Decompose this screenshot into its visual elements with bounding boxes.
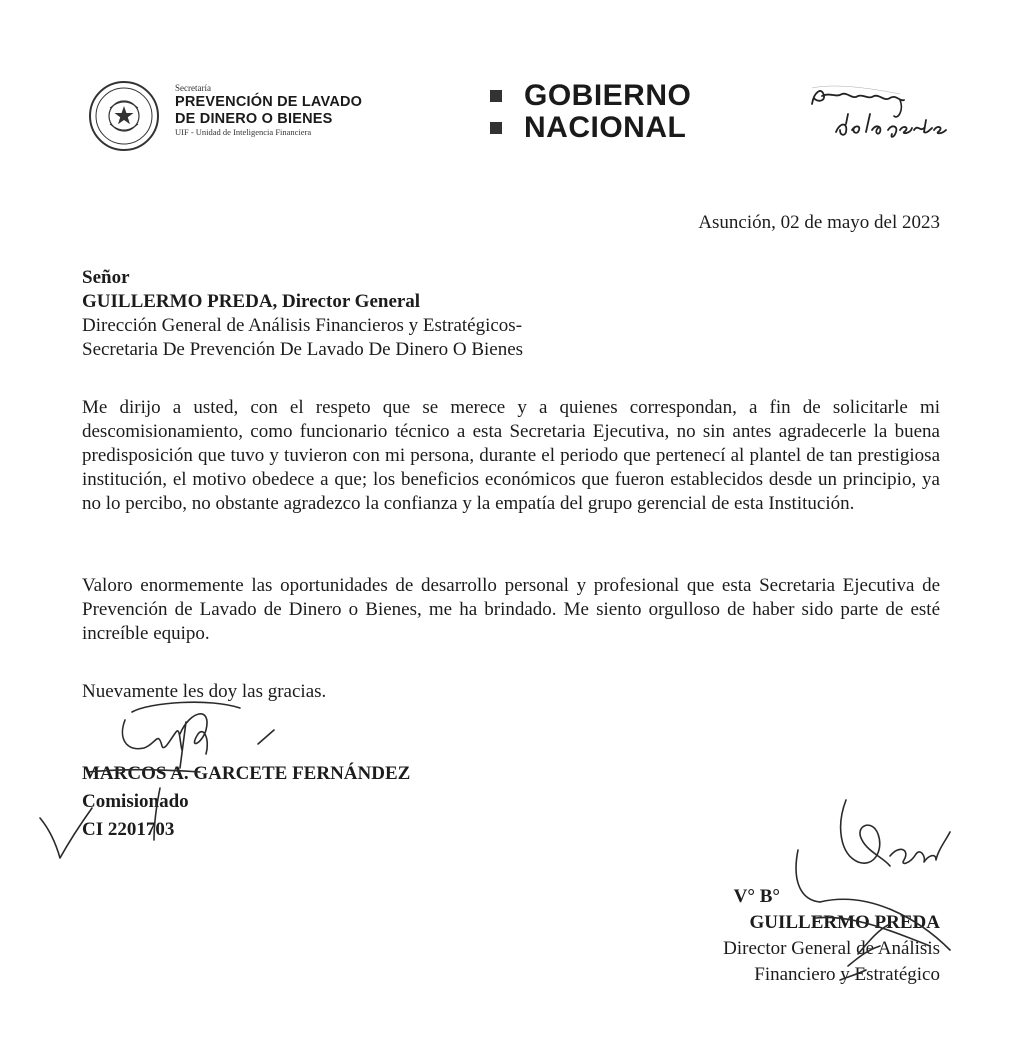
organization-name-block <box>175 84 362 137</box>
closing-line: Nuevamente les doy las gracias. <box>82 681 327 702</box>
addressee-name-title: GUILLERMO PREDA, Director General <box>82 291 421 312</box>
signer-role: Comisionado <box>82 791 189 812</box>
salutation: Señor <box>82 267 130 288</box>
square-bullet-icon <box>490 90 502 102</box>
paraguay-de-la-gente-logo <box>800 74 950 144</box>
org-name-line2: DE DINERO O BIENES <box>175 110 333 127</box>
signer-id: CI 2201703 <box>82 819 175 840</box>
gov-logo-line2: NACIONAL <box>524 111 687 144</box>
org-name-line1: PREVENCIÓN DE LAVADO <box>175 94 363 110</box>
letter-date: Asunción, 02 de mayo del 2023 <box>698 212 940 233</box>
approval-label: V° B° <box>733 886 780 907</box>
addressee-institution: Secretaria De Prevención De Lavado De Dinero O Bienes <box>82 339 524 360</box>
approval-name: GUILLERMO PREDA <box>749 912 940 933</box>
signer-block <box>82 760 410 844</box>
approval-title-line1: Director General de Análisis <box>723 938 940 959</box>
signer-name: MARCOS A. GARCETE FERNÁNDEZ <box>82 763 411 784</box>
approval-title-line2: Financiero y Estratégico <box>754 964 940 985</box>
gov-logo-line1: GOBIERNO <box>524 79 692 112</box>
addressee-department: Dirección General de Análisis Financieros y Estratégicos- <box>82 315 523 336</box>
org-subtitle: UIF - Unidad de Inteligencia Financiera <box>175 127 312 137</box>
addressee-block <box>82 266 523 362</box>
national-seal-logo <box>88 80 160 152</box>
approval-block <box>723 884 940 988</box>
body-paragraph-1: Me dirijo a usted, con el respeto que se merece y a quienes correspondan, a fin de solicitarle mi descomisionamiento, como funcionario técnico a esta Secretaria Ejecutiva, no sin antes agradecerle la buena predisposición que tuvo y tuvieron con mi persona, durante el periodo que pertenecí al plantel de tan prestigiosa institución, el motivo obedece a que; los beneficios económicos que fueron establecidos desde un principio, ya no lo percibo, no obstante agradezco la confianza y la empatía del grupo gerencial de esta Institución. <box>82 397 940 514</box>
square-bullet-icon <box>490 122 502 134</box>
org-small-label: Secretaría <box>175 83 211 93</box>
body-paragraph-2: Valoro enormemente las oportunidades de desarrollo personal y profesional que esta Secretaria Ejecutiva de Prevención de Lavado de Dinero o Bienes, me ha brindado. Me siento orgulloso de haber sido parte de esté increíble equipo. <box>82 575 940 644</box>
gobierno-nacional-logo <box>490 80 691 144</box>
